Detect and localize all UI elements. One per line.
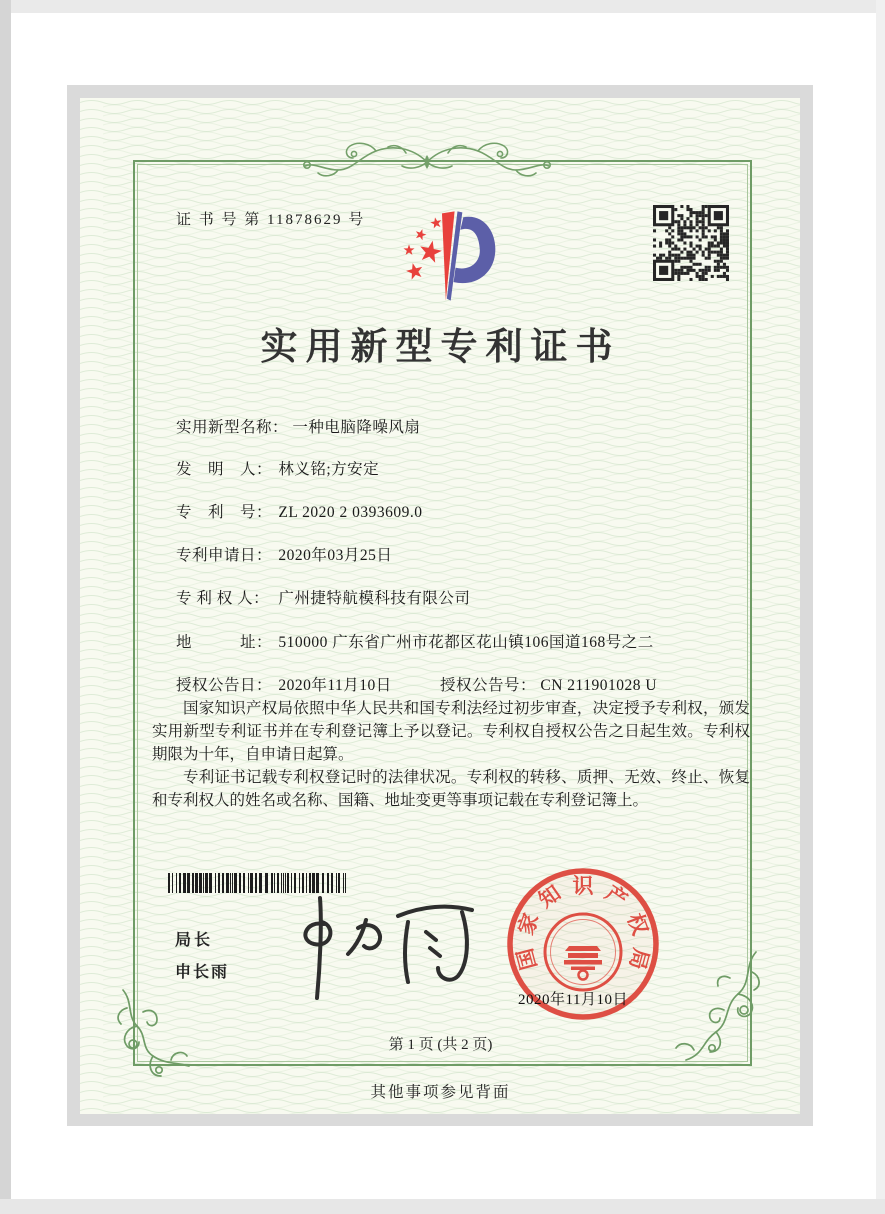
field-label: 授权公告日： (176, 677, 273, 694)
svg-text:家: 家 (513, 910, 544, 939)
svg-text:国: 国 (512, 945, 542, 973)
field-value: 510000 广东省广州市花都区花山镇106国道168号之二 (278, 634, 654, 651)
field-row-grant-date (176, 673, 392, 695)
page-indicator: 第 1 页 (共 2 页) (388, 1037, 493, 1053)
frame-bevel-bottom (0, 1199, 885, 1214)
field-value: CN 211901028 U (540, 677, 658, 694)
certificate-number: 证 书 号 第 11878629 号 (176, 212, 366, 228)
commissioner-name: 申长雨 (175, 964, 230, 981)
legal-paragraph-1: 国家知识产权局依照中华人民共和国专利法经过初步审查，决定授予专利权，颁发实用新型专利证书并在专利登记簿上予以登记。专利权自授权公告之日起生效。专利权期限为十年，自申请日起算。 (152, 700, 750, 763)
field-label: 发 明 人： (176, 461, 273, 478)
field-value: 一种电脑降噪风扇 (292, 419, 421, 436)
field-row-name (176, 415, 420, 437)
field-value: 广州捷特航模科技有限公司 (278, 590, 471, 607)
field-row-patentee (176, 586, 470, 608)
reverse-side-note: 其他事项参见背面 (370, 1084, 511, 1101)
field-row-filing-date (176, 543, 392, 565)
legal-paragraphs (152, 697, 750, 812)
handwritten-signature (280, 890, 492, 1002)
svg-text:局: 局 (624, 945, 654, 973)
qr-code (653, 205, 729, 281)
field-value: 2020年11月10日 (278, 677, 392, 694)
field-value: ZL 2020 2 0393609.0 (278, 504, 423, 521)
field-label: 专利申请日： (176, 547, 273, 564)
frame-bevel-left (0, 0, 11, 1214)
legal-paragraph-2: 专利证书记载专利权登记时的法律状况。专利权的转移、质押、无效、终止、恢复和专利权人的姓名或名称、国籍、地址变更等事项记载在专利登记簿上。 (152, 769, 750, 809)
logo-stars (403, 217, 441, 279)
field-label: 专 利 号： (176, 504, 273, 521)
svg-text:识: 识 (572, 874, 594, 898)
frame-bevel-top (0, 0, 885, 13)
svg-text:产: 产 (600, 880, 632, 913)
field-row-grant-no (440, 673, 657, 695)
top-scroll-ornament (298, 141, 556, 181)
certificate-paper (80, 98, 800, 1114)
certificate-title: 实用新型专利证书 (260, 327, 621, 368)
svg-text:权: 权 (622, 910, 653, 939)
field-value: 2020年03月25日 (278, 547, 393, 564)
field-row-address (176, 630, 654, 652)
svg-text:知: 知 (534, 880, 566, 913)
field-value: 林义铭;方安定 (278, 461, 380, 478)
field-row-inventor (176, 457, 379, 479)
commissioner-title: 局长 (175, 932, 214, 949)
field-label: 地 址： (176, 634, 273, 651)
field-label: 实用新型名称： (176, 419, 289, 436)
field-row-patent-no (176, 500, 423, 522)
field-label: 专 利 权 人： (176, 590, 270, 607)
cnipa-patent-logo (378, 206, 504, 306)
frame-bevel-right (876, 0, 885, 1214)
seal-date: 2020年11月10日 (518, 992, 628, 1008)
field-label: 授权公告号： (440, 677, 537, 694)
